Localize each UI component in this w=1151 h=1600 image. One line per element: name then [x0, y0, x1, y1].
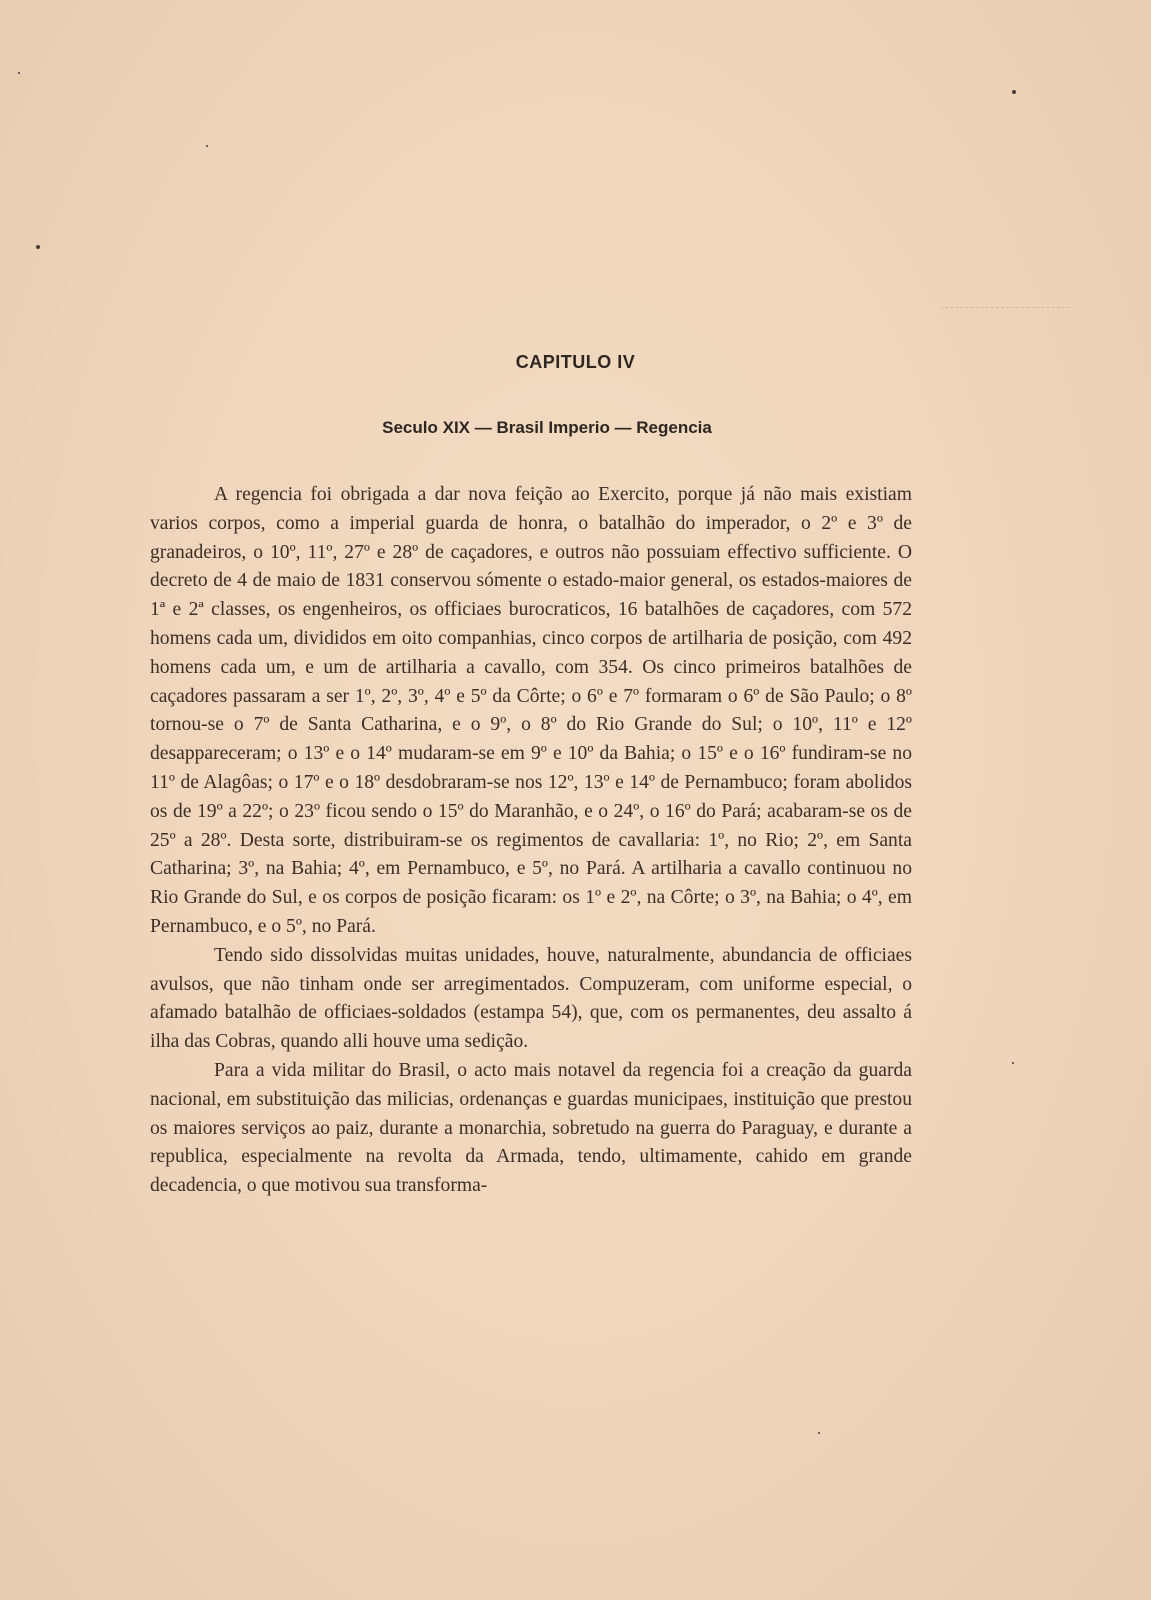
ink-speck — [18, 72, 20, 74]
paragraph: Para a vida militar do Brasil, o acto mais notavel da regencia foi a creação da guarda nacional, em substituição das milicias, ordenanças e guardas municipaes, instituição que prestou os maiores serviços ao paiz, durante a monarchia, sobretudo na guerra do Paraguay, e durante a republica, especialmente na revolta da Armada, tendo, ultimamente, cahido em grande decadencia, o que motivou sua transforma- — [150, 1059, 912, 1197]
ink-speck — [1012, 90, 1016, 94]
ink-speck — [1012, 1062, 1014, 1064]
chapter-title: CAPITULO IV — [515, 352, 636, 372]
body-text — [150, 481, 912, 1201]
paragraph: Tendo sido dissolvidas muitas unidades, houve, naturalmente, abundancia de officiaes avulsos, que não tinham onde ser arregimentados. Compuzeram, com uniforme especial, o afamado batalhão de officiaes-soldados (estampa 54), que, com os permanentes, deu assalto á ilha das Cobras, quando alli houve uma sedição. — [150, 944, 912, 1053]
section-heading: Seculo XIX — Brasil Imperio — Regencia — [382, 418, 712, 437]
ink-speck — [206, 145, 208, 147]
paragraph: A regencia foi obrigada a dar nova feição ao Exercito, porque já não mais existiam varios corpos, como a imperial guarda de honra, o batalhão do imperador, o 2º e 3º de granadeiros, o 10º, 11º, 27º e 28º de caçadores, e outros não possuiam effectivo sufficiente. O decreto de 4 de maio de 1831 conservou sómente o estado-maior general, os estados-maiores de 1ª e 2ª classes, os engenheiros, os officiaes burocraticos, 16 batalhões de caçadores, com 572 homens cada um, divididos em oito companhias, cinco corpos de artilharia de posição, com 492 homens cada um, e um de artilharia a cavallo, com 354. Os cinco primeiros batalhões de caçadores passaram a ser 1º, 2º, 3º, 4º e 5º da Côrte; o 6º e 7º formaram o 6º de São Paulo; o 8º tornou-se o 7º de Santa Catharina, e o 9º, o 8º do Rio Grande do Sul; o 10º, 11º e 12º desappareceram; o 13º e o 14º mudaram-se em 9º e 10º da Bahia; o 15º e o 16º fundiram-se no 11º de Alagôas; o 17º e o 18º desdobraram-se nos 12º, 13º e 14º de Pernambuco; foram abolidos os de 19º a 22º; o 23º ficou sendo o 15º do Maranhão, e o 24º, o 16º do Pará; acabaram-se os de 25º a 28º. Desta sorte, distribuiram-se os regimentos de cavallaria: 1º, no Rio; 2º, em Santa Catharina; 3º, na Bahia; 4º, em Pernambuco, e 5º, no Pará. A artilharia a cavallo continuou no Rio Grande do Sul, e os corpos de posição ficaram: os 1º e 2º, na Côrte; o 3º, na Bahia; o 4º, em Pernambuco, e o 5º, no Pará. — [150, 484, 912, 937]
ink-speck — [818, 1432, 820, 1434]
faint-rule-mark — [940, 307, 1070, 308]
ink-speck — [36, 245, 40, 249]
